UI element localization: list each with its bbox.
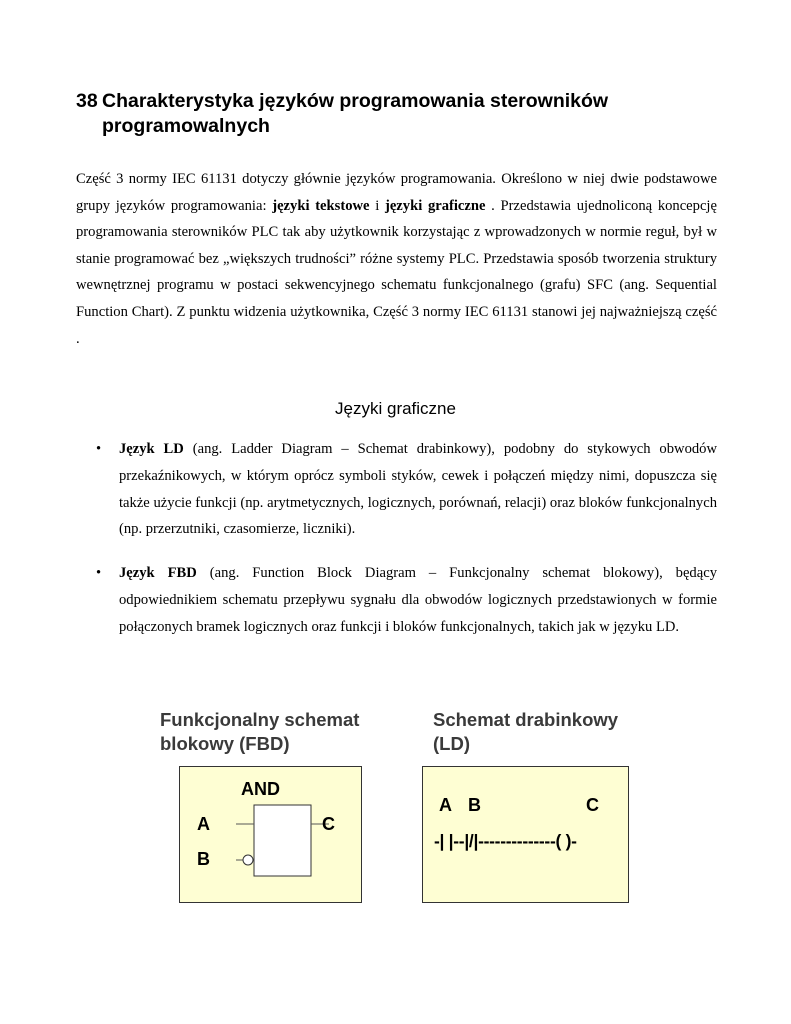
list-item-text: (ang. Function Block Diagram – Funkcjonalny schemat blokowy), będący odpowiednikiem schematu przepływu sygnału dla obwodów logicznych przedstawionych w formie połączonych bramek logicznych oraz funkcji i bloków funkcjonalnych, takich jak w języku LD. [119, 565, 717, 635]
list-item-term: Język LD [119, 441, 184, 457]
ld-rung: -| |--|/|--------------( )- [434, 831, 577, 851]
list-item-ld [76, 436, 717, 543]
fbd-output-label: C [322, 814, 335, 834]
fbd-input-b-label: B [197, 849, 210, 869]
term-textual-languages: języki tekstowe [272, 197, 370, 214]
language-list [76, 436, 717, 641]
ld-diagram-title: Schemat drabinkowy (LD) [433, 709, 619, 754]
list-item-text: (ang. Ladder Diagram – Schemat drabinkowy), podobny do stykowych obwodów przekaźnikowych, w którym oprócz symboli styków, cewek i połączeń między nimi, dopuszcza się także użycie funkcji (np. arytmetycznych, logicznych, porównań, relacji) oraz bloków funkcjonalnych (np. przerzutniki, czasomierze, liczniki). [119, 441, 717, 538]
fbd-negation-circle [243, 855, 253, 865]
bullet-icon: • [96, 441, 102, 457]
heading-line-1: Charakterystyka języków programowania sterowników [102, 90, 609, 112]
heading-number: 38 [76, 90, 98, 112]
and-gate-label: AND [241, 779, 280, 799]
list-item-fbd [76, 560, 717, 640]
and-gate-block [254, 805, 311, 876]
fbd-diagram [160, 708, 375, 904]
heading-line-2: programowalnych [102, 115, 270, 137]
ld-contact-b-label: B [468, 795, 481, 815]
fbd-input-a-label: A [197, 814, 210, 834]
section-title: Języki graficzne [335, 399, 456, 418]
ld-diagram [433, 708, 648, 904]
ld-diagram-box [422, 766, 629, 903]
fbd-diagram-box [179, 766, 362, 903]
bullet-icon: • [96, 565, 102, 582]
intro-text-2: . Przedstawia ujednoliconą koncepcję programowania sterowników PLC tak aby użytkownik korzystając z wprowadzonych w normie reguł, był w stanie programować bez „większych trudności” różne systemy PLC. Przedstawia sposób tworzenia struktury wewnętrznej programu w postaci sekwencyjnego schematu funkcjonalnego (grafu) SFC (ang. Sequential Function Chart). Z punktu widzenia użytkownika, Część 3 normy IEC 61131 stanowi jej najważniejszą część . [76, 197, 717, 347]
intro-text-1: Część 3 normy IEC 61131 dotyczy głównie języków programowania. Określono w niej dwie podstawowe grupy języków programowania: [76, 171, 717, 214]
intro-conjunction: i [369, 197, 385, 214]
list-item-term: Język FBD [119, 565, 197, 582]
intro-paragraph [76, 166, 717, 352]
ld-contact-a-label: A [439, 795, 452, 815]
ld-coil-c-label: C [586, 795, 599, 815]
page-heading [76, 89, 716, 139]
fbd-diagram-title: Funkcjonalny schemat blokowy (FBD) [160, 709, 360, 754]
term-graphical-languages: języki graficzne [384, 197, 486, 214]
